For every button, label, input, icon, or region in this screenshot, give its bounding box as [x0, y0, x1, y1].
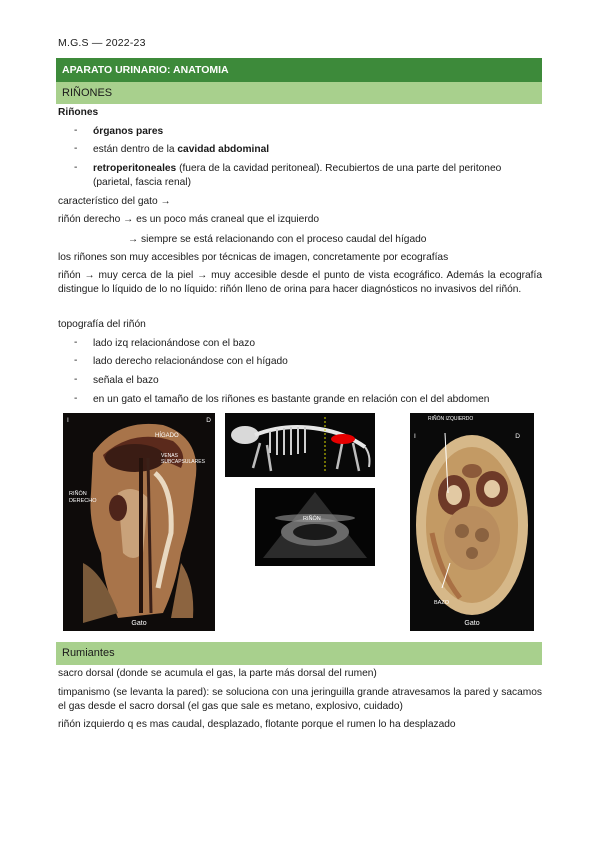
section-title-bar: APARATO URINARIO: ANATOMIA [56, 58, 542, 82]
label-venas: VENAS SUBCAPSULARES [161, 453, 205, 465]
bullet-dash: - [74, 355, 78, 366]
figure-caption: Gato [464, 620, 480, 627]
bullet-dash: - [74, 143, 78, 154]
ultrasound-illustration [255, 488, 375, 566]
label-rinon: RIÑÓN [303, 516, 321, 522]
topografia-item: lado derecho relacionándose con el hígado [93, 356, 288, 367]
bullet-bold-text: retroperitoneales [93, 163, 177, 174]
transverse-section-illustration [410, 413, 534, 631]
dissection-illustration [63, 413, 215, 631]
bullet-dash: - [74, 162, 78, 173]
bullet-dash: - [74, 337, 78, 348]
label-rinon-derecho: RIÑÓN DERECHO [69, 491, 97, 504]
bullet-dash: - [74, 393, 78, 404]
topografia-item: en un gato el tamaño de los riñones es bastante grande en relación con el del abdomen [93, 394, 490, 405]
cat-skeleton-ct-image [225, 413, 375, 477]
bullet-bold-text: órganos pares [93, 126, 164, 137]
kidney-ultrasound-image [255, 488, 375, 566]
bullet-organos-pares [93, 125, 163, 139]
rinones-heading: Riñones [58, 107, 99, 118]
cat-dissection-photo [63, 413, 215, 631]
corner-label-left: I [414, 433, 416, 440]
rinon-derecho-line: riñón derecho → es un poco más craneal que el izquierdo [58, 214, 320, 225]
bullet-text: están dentro de la [93, 144, 178, 155]
bullet-text: (fuera de la cavidad peritoneal). Recubiertos de una parte del peritoneo (parietal, fascia renal) [93, 163, 502, 188]
author-year-header: M.G.S — 2022-23 [58, 37, 146, 49]
label-rinon-izquierdo: RIÑÓN IZQUIERDO [428, 416, 474, 422]
corner-label-right: D [206, 417, 211, 424]
gato-line: característico del gato → [58, 196, 171, 207]
cat-transverse-section-photo [410, 413, 534, 631]
ecografia-paragraph: riñón → muy cerca de la piel → muy accesible desde el punto de vista ecográfico. Además la ecografía distingue lo líquido de lo no líquido: riñón lleno de orina para hacer diagnósticos no invasivos del riñón. [58, 270, 542, 295]
rinon-izquierdo-line: riñón izquierdo q es mas caudal, desplazado, flotante porque el rumen lo ha desplazado [58, 719, 456, 730]
bullet-dash: - [74, 125, 78, 136]
label-bazo: BAZO [434, 600, 449, 606]
rumiantes-section-bar: Rumiantes [56, 642, 542, 665]
topografia-heading: topografía del riñón [58, 319, 146, 330]
skeleton-illustration [225, 413, 375, 477]
corner-label-left: I [67, 417, 69, 424]
saco-dorsal-line: sacro dorsal (donde se acumula el gas, la parte más dorsal del rumen) [58, 668, 377, 679]
topografia-item: señala el bazo [93, 375, 159, 386]
bullet-bold-text: cavidad abdominal [177, 144, 270, 155]
bullet-cavidad-abdominal [93, 143, 269, 157]
bullet-dash: - [74, 374, 78, 385]
figure-caption: Gato [131, 620, 147, 627]
timpanismo-paragraph: timpanismo (se levanta la pared): se soluciona con una jeringuilla grande atravesamos la pared y sacamos el gas desde el sacro dorsal (el gas que sale es metano, explosivo, cuidado) [58, 687, 542, 712]
topografia-item: lado izq relacionándose con el bazo [93, 338, 255, 349]
corner-label-right: D [515, 433, 520, 440]
bullet-retroperitoneales [93, 162, 543, 189]
tecnicas-imagen-line: los riñones son muy accesibles por técnicas de imagen, concretamente por ecografías [58, 252, 449, 263]
higado-line: → siempre se está relacionando con el proceso caudal del hígado [128, 234, 427, 245]
label-higado: HÍGADO [155, 433, 179, 439]
section-subtitle-bar: RIÑONES [56, 82, 542, 104]
